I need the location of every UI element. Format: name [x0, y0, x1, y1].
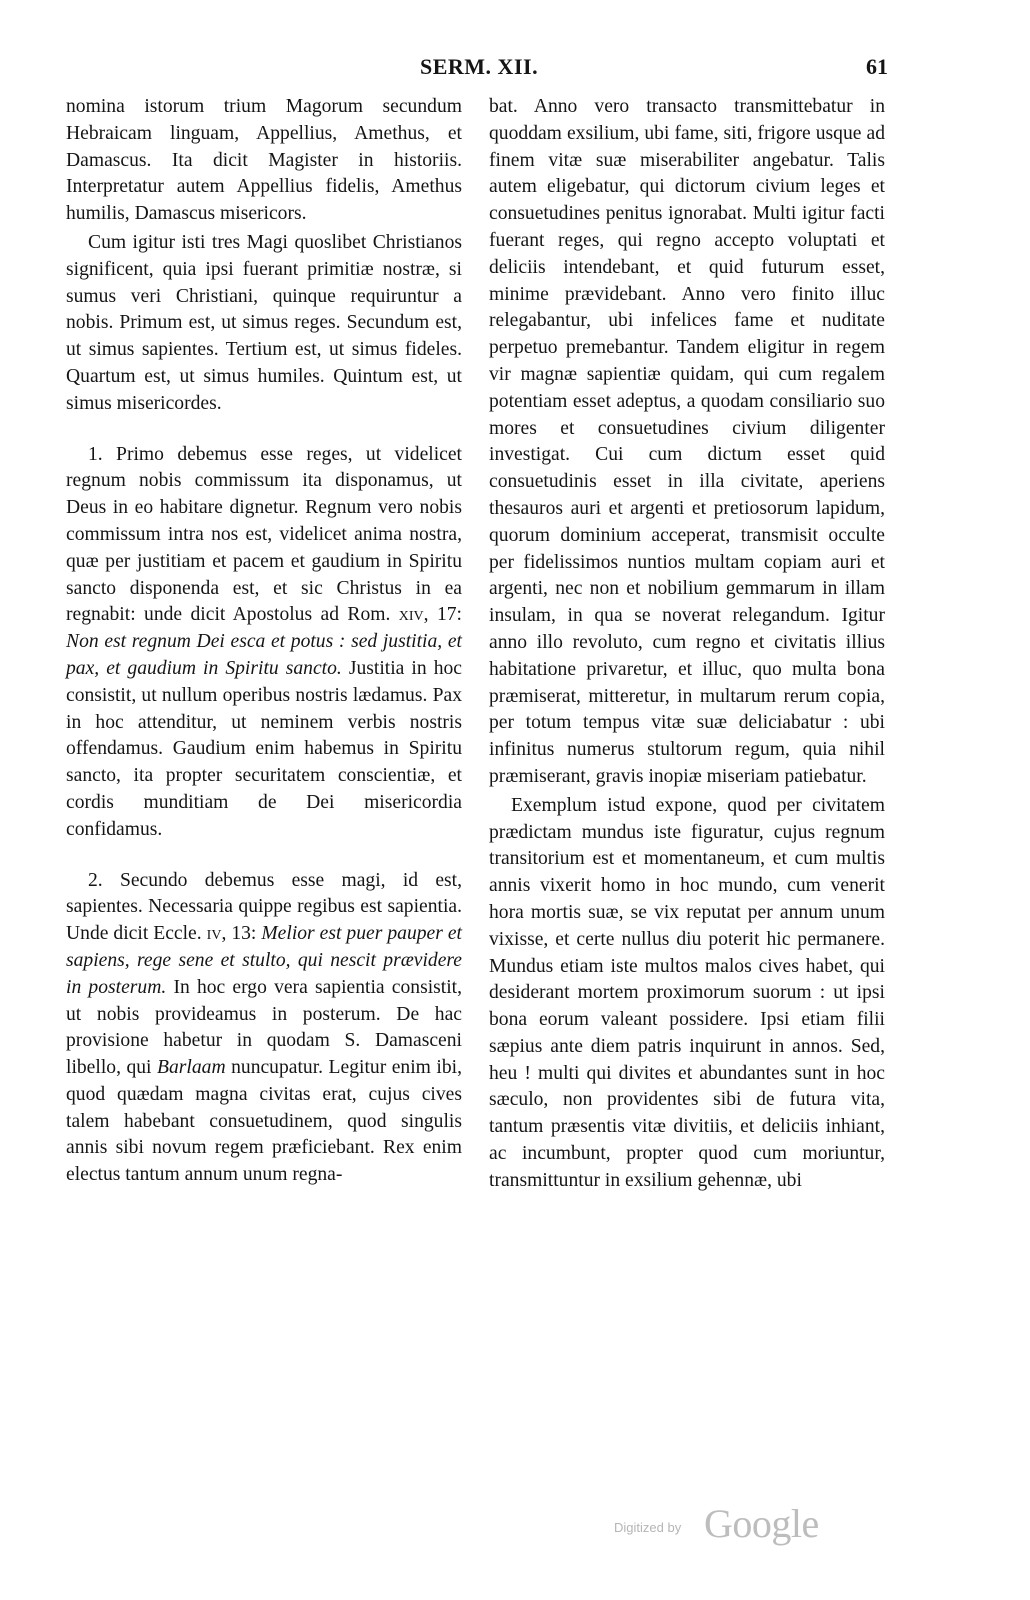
paragraph-reges: [66, 442, 462, 844]
right-column: [489, 94, 885, 1195]
google-logo: Google: [704, 1501, 819, 1546]
paragraph-text: Justitia in hoc consistit, ut nullum operibus nostris lædamus. Pax in hoc attenditur, ut neminem verbis nostris offendamus. Gaudium enim habemus in Spiritu sancto, ita propter securitatem conscientiæ, et cordis munditiam de Dei misericordia confidamus.: [66, 657, 462, 840]
book-title: Barlaam: [157, 1057, 226, 1079]
paragraph-magi-names: nomina istorum trium Magorum secundum Hebraicam linguam, Appellius, Amethus, et Damascus. Ita dicit Magister in historiis. Interpretatur autem Appellius fidelis, Amethus humilis, Damascus misericors.: [66, 96, 462, 225]
paragraph-text: In hoc ergo vera sapientia consistit, ut nobis provideamus in posterum. De hac provisione habetur in quodam S. Damasceni libello, qui: [66, 976, 462, 1079]
paragraph-text: 1. Primo debemus esse reges, ut videlicet regnum nobis commissum ita disponamus, ut Deus in eo habitare dignetur. Regnum vero nobis commissum intra nos est, videlicet anima nostra, quæ per justitiam et pacem et gaudium in Spiritu sancto disponenda est, et sic Christus in ea regnabit: unde dicit Apostolus ad Rom.: [66, 443, 462, 626]
digitized-label: Digitized by: [614, 1520, 682, 1535]
left-column: [66, 94, 462, 1189]
paragraph-exemplum: Exemplum istud expone, quod per civitatem prædictam mundus iste figuratur, cujus regnum transitorium est et momentaneum, et cum multis annis vixerit homo in hoc mundo, cum venerit hora mortis suæ, se vix reputat per annum unum vixisse, et certe nullus diu poterit hic permanere. Mundus etiam iste multos malos cives habet, qui desiderant mortem proximorum suorum : ut ipsi bona eorum valeant possidere. Ipsi etiam filii sæpius ante diem patris inquirunt in annos. Sed, heu ! multi qui divites et abundantes sunt in hoc sæculo, non providentes sibi de futura vita, tantum præsentis vitæ divitiis, et deliciis inhiant, ac incumbunt, propter quod cum moriuntur, transmittuntur in exsilium gehennæ, ubi: [489, 794, 885, 1191]
scripture-quote: Melior est puer pauper et sapiens, rege sene et stulto, qui nescit prævidere in posterum.: [66, 923, 462, 998]
paragraph-sapientes: [66, 868, 462, 1190]
paragraph-text: , 17:: [423, 604, 462, 626]
paragraph-text: 2. Secundo debemus esse magi, id est, sapientes. Necessaria quippe regibus est sapientia. Unde dicit Eccle.: [66, 869, 462, 945]
paragraph-text: nuncupatur. Legitur enim ibi, quod quædam magna civitas erat, cujus cives talem habebant consuetudinem, quod singulis annis sibi novum regem præficiebant. Rex enim electus tantum annum unum regna-: [66, 1057, 462, 1186]
paragraph-five-requirements: Cum igitur isti tres Magi quoslibet Christianos significent, quia ipsi fuerant primitiæ nostræ, si sumus veri Christiani, quinque requiruntur a nobis. Primum est, ut simus reges. Secundum est, ut simus sapientes. Tertium est, ut simus fideles. Quartum est, ut simus humiles. Quintum est, ut simus misericordes.: [66, 231, 462, 414]
digitization-watermark: [614, 1500, 834, 1550]
paragraph-text: , 13:: [221, 923, 262, 945]
chapter-reference: xiv: [398, 604, 424, 626]
page-number: 61: [866, 54, 888, 79]
running-header: [0, 54, 1030, 84]
chapter-reference: iv: [206, 923, 222, 945]
paragraph-barlaam-story: bat. Anno vero transacto transmittebatur in quoddam exsilium, ubi fame, siti, frigore usque ad finem vitæ suæ miserabiliter angebatur. Talis autem eligebatur, qui dictorum civium leges et consuetudines penitus ignorabat. Multi igitur facti fuerant reges, qui regno accepto voluptati et deliciis intendebant, et quid futurum esset, minime prævidebant. Anno vero finito illuc relegabantur, ubi infelices fame et nuditate perpetuo premebantur. Tandem eligitur in regem vir magnæ sapientiæ quidam, qui cum regalem potentiam esset adeptus, a quodam consiliario suo mores et consuetudines civium diligenter investigat. Cui cum dictum esset quid consuetudinis esset in illa civitate, aperiens thesauros auri et argenti et pretiosorum lapidum, quorum dominium acceperat, transmisit occulte per fidelissimos nuntios multam copiam auri et argenti, nec non et nobilium gemmarum in illam insulam, in qua se noverat relegandum. Igitur anno illo revoluto, cum regno et civitatis illius habitatione privaretur, et illuc, quo multa bona præmiserat, mitteretur, in multarum rerum copia, per totum tempus vitæ suæ deliciabatur : ubi infinitus numerus stultorum regum, quia nihil præmiserant, gravis inopiæ miseriam patiebatur.: [489, 96, 885, 787]
running-title: SERM. XII.: [420, 54, 539, 79]
scripture-quote: Non est regnum Dei esca et potus : sed justitia, et pax, et gaudium in Spiritu sancto.: [66, 631, 462, 679]
